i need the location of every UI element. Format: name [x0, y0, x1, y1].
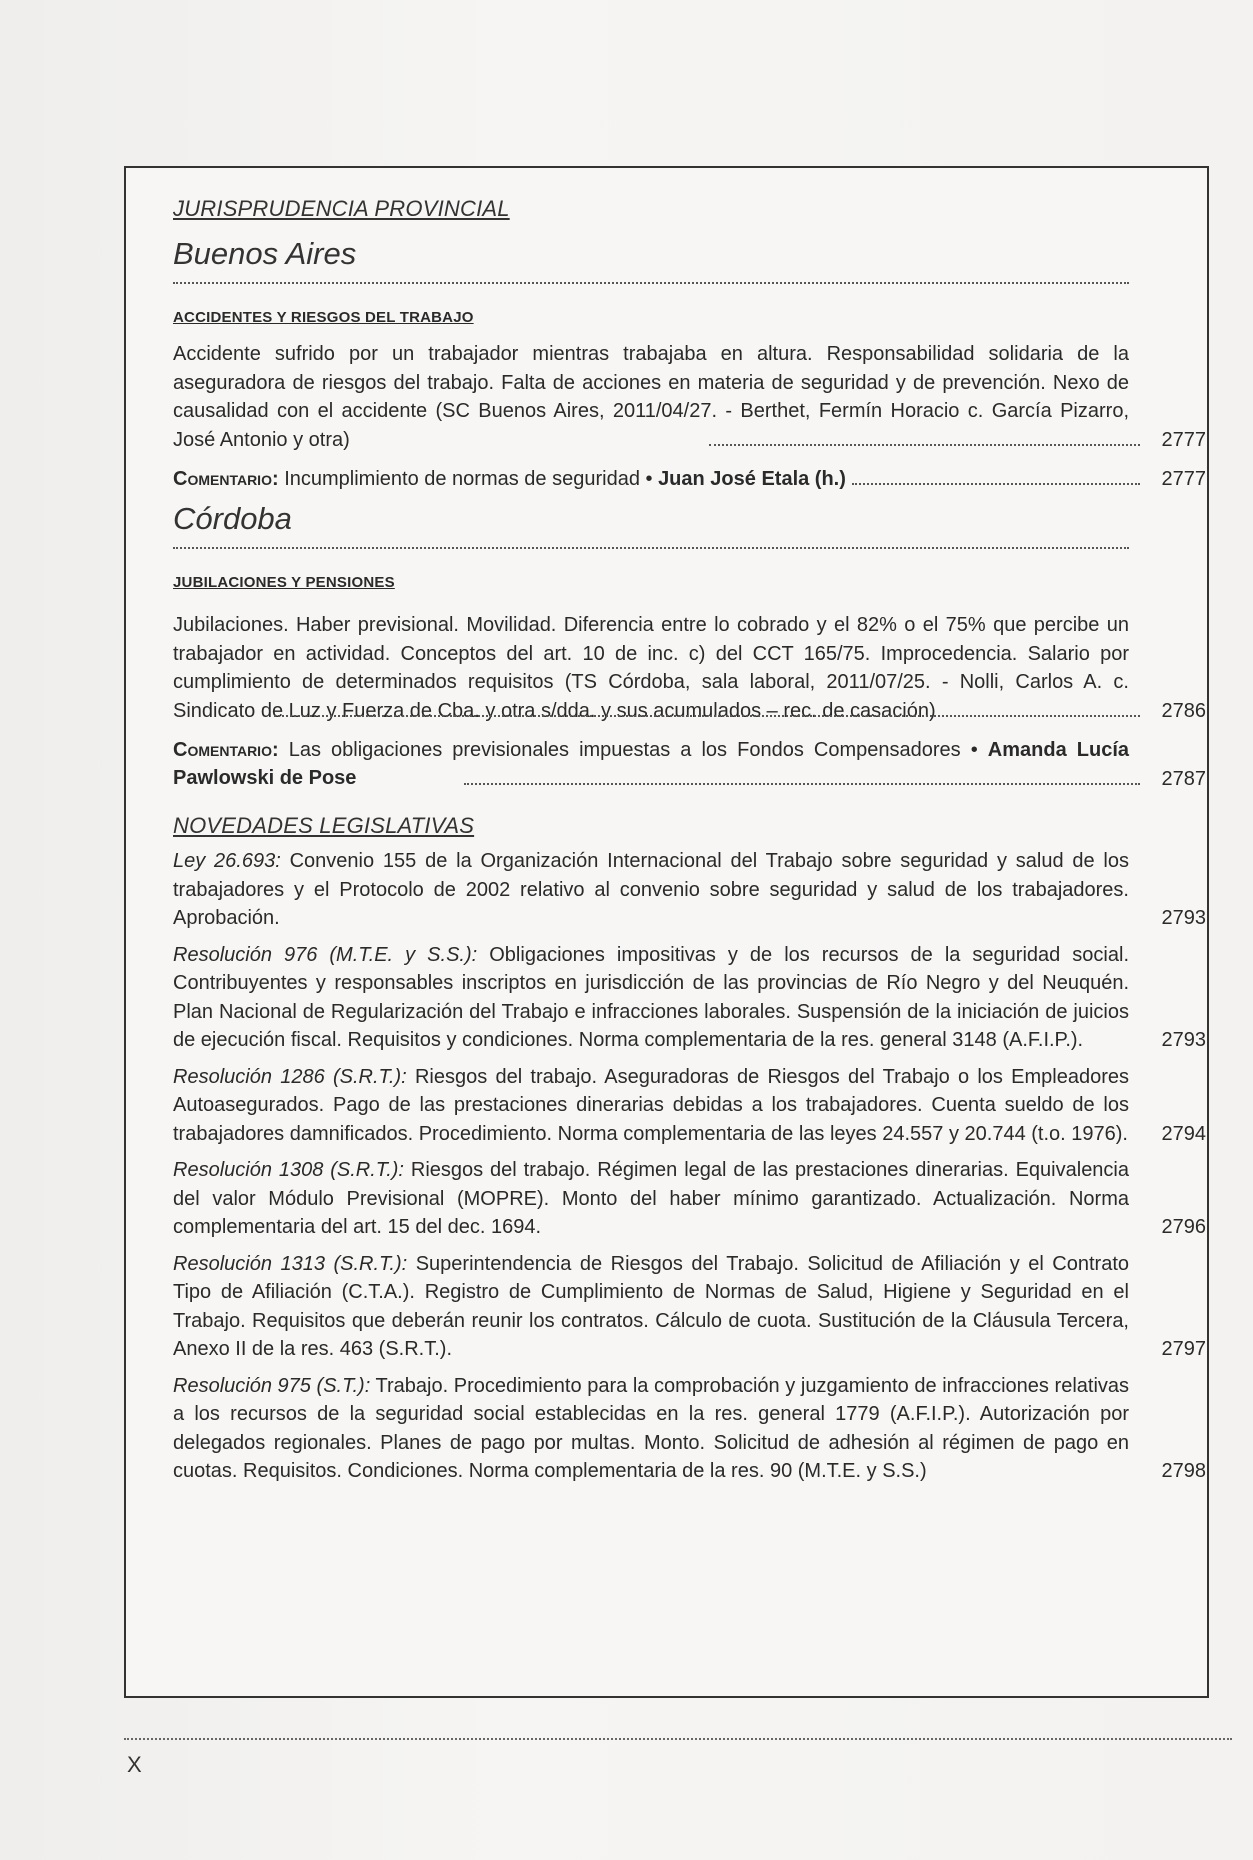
comment-label: Comentario:	[173, 467, 279, 490]
legislation-text	[173, 1250, 1129, 1364]
section-title-jurisprudencia: JURISPRUDENCIA PROVINCIAL	[173, 196, 510, 221]
region-heading-cordoba: Córdoba	[173, 501, 292, 536]
legislation-text	[173, 1156, 1129, 1242]
legislation-entry	[173, 1156, 1206, 1242]
dot-leader	[852, 483, 1140, 485]
legislation-entry	[173, 941, 1206, 1055]
comment-entry	[173, 465, 1206, 494]
legislation-lead: Resolución 976 (M.T.E. y S.S.):	[173, 943, 478, 966]
bottom-dotted-rule	[124, 1738, 1232, 1740]
legislation-lead: Resolución 975 (S.T.):	[173, 1374, 371, 1397]
page-number: 2787	[1161, 767, 1206, 790]
legislation-text	[173, 941, 1129, 1055]
legislation-description: Convenio 155 de la Organización Internacional del Trabajo sobre seguridad y salud de los trabajadores y el Protocolo de 2002 relativo al convenio sobre seguridad y salud de los trabajadores. Aprobación.	[173, 850, 1129, 929]
page-number: 2786	[1161, 700, 1206, 722]
page-number: 2793	[1161, 1029, 1206, 1051]
legislation-list	[173, 847, 1206, 1486]
legislation-text	[173, 847, 1129, 933]
page-number: 2777	[1161, 467, 1206, 490]
legislation-description: Trabajo. Procedimiento para la comprobación y juzgamiento de infracciones relativas a los recursos de la seguridad social establecidas en la res. general 1779 (A.F.I.P.). Autorización por delegados regionales. Planes de pago por multas. Monto. Solicitud de adhesión al régimen de pago en cuotas. Requisitos. Condiciones. Norma complementaria de la res. 90 (M.T.E. y S.S.)	[173, 1374, 1130, 1482]
comment-author: Amanda Lucía Pawlowski de Pose	[173, 738, 1130, 789]
index-content	[173, 196, 1206, 1486]
dot-leader	[464, 783, 1140, 785]
comment-text: Incumplimiento de normas de seguridad •	[284, 467, 653, 490]
legislation-text	[173, 1063, 1129, 1149]
dot-leader	[709, 444, 1140, 446]
legislation-lead: Resolución 1286 (S.R.T.):	[173, 1065, 407, 1088]
legislation-entry	[173, 847, 1206, 933]
legislation-entry	[173, 1063, 1206, 1149]
topic-heading-accidentes: ACCIDENTES Y RIESGOS DEL TRABAJO	[173, 309, 474, 326]
legislation-entry	[173, 1250, 1206, 1364]
comment-author: Juan José Etala (h.)	[658, 467, 846, 490]
page-number: 2797	[1161, 1338, 1206, 1360]
entry-text: Jubilaciones. Haber previsional. Movilidad. Diferencia entre lo cobrado y el 82% o el 75% que percibe un trabajador en actividad. Conceptos del art. 10 de inc. c) del CCT 165/75. Improcedencia. Salario por cumplimiento de determinados requisitos (TS Córdoba, sala laboral, 2011/07/25. - Nolli, Carlos A. c. Sindicato de Luz y Fuerza de Cba. y otra s/dda. y sus acumulados – rec. de casación)	[173, 614, 1129, 722]
dotted-divider	[173, 282, 1129, 284]
page-number: 2777	[1161, 429, 1206, 451]
legislation-description: Riesgos del trabajo. Régimen legal de las prestaciones dinerarias. Equivalencia del valor Módulo Previsional (MOPRE). Monto del haber mínimo garantizado. Actualización. Norma complementaria del art. 15 del dec. 1694.	[173, 1159, 1129, 1238]
comment-text: Las obligaciones previsionales impuestas a los Fondos Compensadores •	[288, 738, 978, 761]
section-title-novedades: NOVEDADES LEGISLATIVAS	[173, 813, 475, 838]
page-number: 2793	[1161, 907, 1206, 929]
page-folio: X	[127, 1752, 142, 1777]
topic-heading-jubilaciones: JUBILACIONES Y PENSIONES	[173, 574, 395, 591]
comment-label: Comentario:	[173, 738, 279, 761]
entry-text: Accidente sufrido por un trabajador mientras trabajaba en altura. Responsabilidad solidaria de la aseguradora de riesgos del trabajo. Falta de acciones en materia de seguridad y de prevención. Nexo de causalidad con el accidente (SC Buenos Aires, 2011/04/27. - Berthet, Fermín Horacio c. García Pizarro, José Antonio y otra)	[173, 343, 1129, 451]
dot-leader	[274, 715, 1140, 717]
legislation-text	[173, 1372, 1129, 1486]
legislation-description: Riesgos del trabajo. Aseguradoras de Riesgos del Trabajo o los Empleadores Autoasegurados. Pago de las prestaciones dinerarias debidas a los trabajadores. Cuenta sueldo de los trabajadores damnificados. Procedimiento. Norma complementaria de las leyes 24.557 y 20.744 (t.o. 1976).	[173, 1065, 1130, 1145]
page-number: 2796	[1161, 1216, 1206, 1238]
page-number: 2794	[1161, 1122, 1206, 1145]
dotted-divider	[173, 547, 1129, 549]
legislation-lead: Resolución 1313 (S.R.T.):	[173, 1252, 408, 1275]
index-entry	[173, 340, 1206, 454]
legislation-description: Obligaciones impositivas y de los recursos de la seguridad social. Contribuyentes y responsables inscriptos en jurisdicción de las provincias de Río Negro y del Neuquén. Plan Nacional de Regularización del Trabajo e infracciones laborales. Suspensión de la iniciación de juicios de ejecución fiscal. Requisitos y condiciones. Norma complementaria de la res. general 3148 (A.F.I.P.).	[173, 943, 1129, 1051]
legislation-lead: Resolución 1308 (S.R.T.):	[173, 1159, 404, 1181]
page-number: 2798	[1161, 1460, 1206, 1482]
legislation-description: Superintendencia de Riesgos del Trabajo. Solicitud de Afiliación y el Contrato Tipo de Afiliación (C.T.A.). Registro de Cumplimiento de Normas de Salud, Higiene y Seguridad en el Trabajo. Requisitos que deberán reunir los contratos. Cálculo de cuota. Sustitución de la Cláusula Tercera, Anexo II de la res. 463 (S.R.T.).	[173, 1252, 1130, 1360]
legislation-lead: Ley 26.693:	[173, 850, 281, 872]
legislation-entry	[173, 1372, 1206, 1486]
region-heading-buenos-aires: Buenos Aires	[173, 236, 357, 271]
